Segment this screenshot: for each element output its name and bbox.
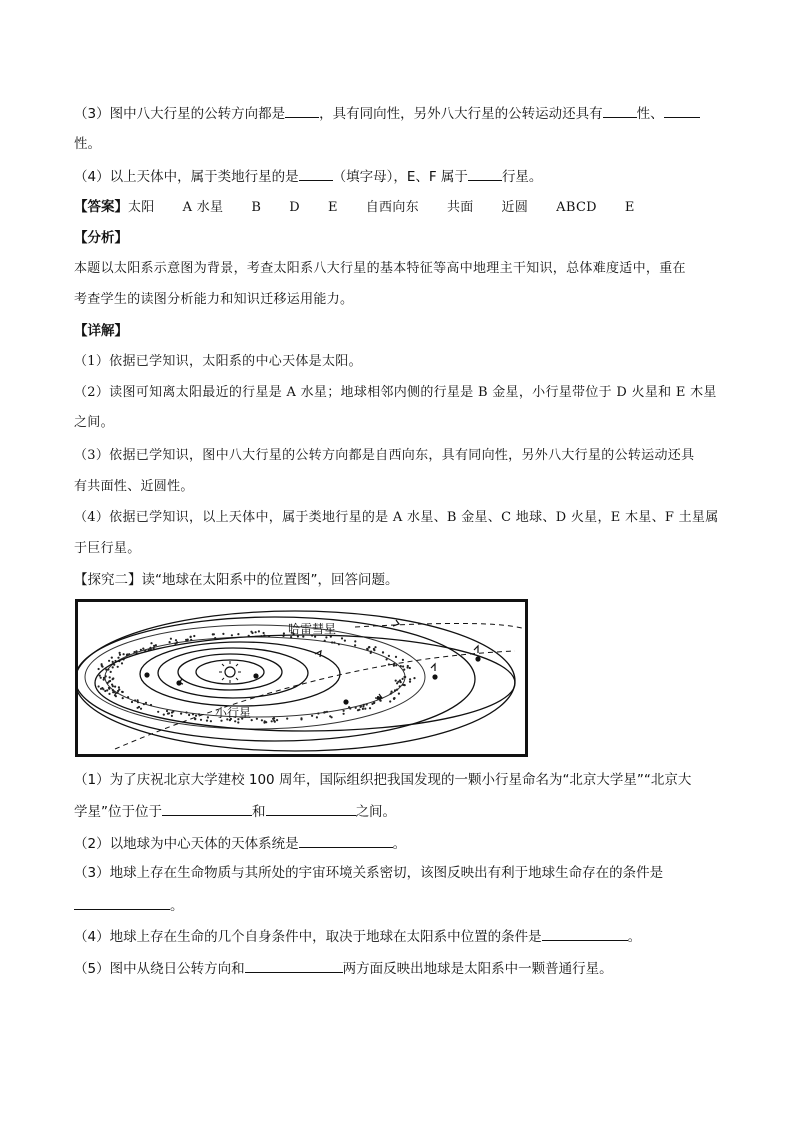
asteroid-dot bbox=[107, 668, 109, 670]
asteroid-dot bbox=[198, 713, 200, 715]
answer-item: E bbox=[624, 200, 635, 215]
asteroid-dot bbox=[264, 720, 266, 722]
asteroid-dot bbox=[403, 669, 405, 671]
asteroid-dot bbox=[112, 678, 114, 680]
asteroid-dot bbox=[413, 677, 415, 679]
asteroid-dot bbox=[133, 651, 135, 653]
asteroid-dot bbox=[108, 660, 110, 662]
asteroid-dot bbox=[190, 639, 192, 641]
asteroid-dot bbox=[140, 649, 142, 651]
asteroid-dot bbox=[343, 710, 345, 712]
asteroid-dot bbox=[393, 697, 395, 699]
asteroid-dot bbox=[326, 711, 328, 713]
asteroid-dot bbox=[98, 685, 100, 687]
asteroid-dot bbox=[390, 693, 392, 695]
q2-text-2: 。 bbox=[392, 836, 407, 852]
asteroid-dot bbox=[118, 686, 120, 688]
asteroid-dot bbox=[122, 697, 124, 699]
planet bbox=[475, 656, 480, 661]
asteroid-dot bbox=[149, 647, 151, 649]
asteroid-dot bbox=[99, 675, 101, 677]
question-1-line-2 bbox=[74, 801, 734, 822]
asteroid-dot bbox=[368, 646, 370, 648]
asteroid-dot bbox=[394, 689, 396, 691]
asteroid-dot bbox=[117, 657, 119, 659]
asteroid-dot bbox=[331, 641, 333, 643]
asteroid-dot bbox=[311, 715, 313, 717]
detail-p4a: （4）依据已学知识，以上天体中，属于类地行星的是 A 水星、B 金星、C 地球、D 火星，E 木星、F 土星属 bbox=[74, 510, 719, 525]
asteroid-dot bbox=[194, 718, 196, 720]
asteroid-dot bbox=[373, 648, 375, 650]
answer-item: ABCD bbox=[556, 200, 597, 215]
asteroid-dot bbox=[210, 720, 212, 722]
answer-label: 【答案】 bbox=[74, 199, 128, 215]
asteroid-dot bbox=[273, 720, 275, 722]
question-2-line bbox=[74, 833, 734, 854]
asteroid-dot bbox=[101, 687, 103, 689]
asteroid-dot bbox=[137, 701, 139, 703]
asteroid-dot bbox=[127, 696, 129, 698]
asteroid-dot bbox=[395, 680, 397, 682]
asteroid-dot bbox=[206, 720, 208, 722]
answer-blank[interactable] bbox=[266, 801, 356, 816]
asteroid-dot bbox=[195, 715, 197, 717]
asteroid-dot bbox=[386, 658, 388, 660]
answer-blank[interactable] bbox=[162, 801, 252, 816]
detail-p4b: 于巨行星。 bbox=[74, 541, 141, 556]
q4-text-2: （填字母），E、F 属于 bbox=[332, 169, 468, 185]
answer-line bbox=[74, 197, 734, 218]
detail-label: 【详解】 bbox=[74, 323, 128, 339]
detail-p1: （1）依据已学知识，太阳系的中心天体是太阳。 bbox=[74, 354, 362, 369]
asteroid-dot bbox=[271, 720, 273, 722]
detail-p3b: 有共面性、近圆性。 bbox=[74, 479, 194, 494]
asteroid-dot bbox=[155, 644, 157, 646]
question-4-line bbox=[74, 926, 734, 947]
asteroid-dot bbox=[106, 689, 108, 691]
analysis-line-1: 本题以太阳系示意图为背景，考查太阳系八大行星的基本特征等高中地理主干知识，总体难度适中，重在 bbox=[74, 261, 686, 276]
asteroid-dot bbox=[109, 676, 111, 678]
question-3-line-2 bbox=[74, 134, 734, 154]
q1-text-1: 学星”位于位于 bbox=[74, 804, 162, 820]
asteroid-dot bbox=[174, 643, 176, 645]
asteroid-dot bbox=[131, 701, 133, 703]
asteroid-dot bbox=[402, 665, 404, 667]
asteroid-dot bbox=[409, 681, 411, 683]
asteroid-dot bbox=[192, 713, 194, 715]
asteroid-dot bbox=[355, 707, 357, 709]
q4-text-1: （4）以上天体中，属于类地行星的是 bbox=[74, 169, 299, 185]
answer-item: 太阳 bbox=[128, 200, 155, 215]
solar-system-diagram bbox=[75, 599, 528, 757]
asteroid-dot bbox=[114, 686, 116, 688]
q3-text-4: 性。 bbox=[74, 136, 101, 152]
q4-text-3: 行星。 bbox=[501, 169, 543, 185]
asteroid-dot bbox=[121, 662, 123, 664]
asteroid-dot bbox=[126, 653, 128, 655]
detail-p2a: （2）读图可知离太阳最近的行星是 A 水星；地球相邻内侧的行星是 B 金星，小行星带位于 D 火星和 E 木星 bbox=[74, 385, 717, 400]
asteroid-dot bbox=[290, 636, 292, 638]
asteroid-dot bbox=[157, 711, 159, 713]
asteroid-dot bbox=[407, 666, 409, 668]
asteroid-dot bbox=[255, 631, 257, 633]
asteroid-dot bbox=[207, 716, 209, 718]
asteroid-dot bbox=[119, 652, 121, 654]
q2-text-1: （2）以地球为中心天体的天体系统是 bbox=[74, 836, 299, 852]
asteroid-dot bbox=[395, 664, 397, 666]
asteroid-dot bbox=[256, 718, 258, 720]
question-3-line: （3）地球上存在生命物质与其所处的宇宙环境关系密切，该图反映出有利于地球生命存在的条件是 bbox=[74, 865, 664, 881]
asteroid-dot bbox=[234, 720, 236, 722]
asteroid-dot bbox=[118, 689, 120, 691]
answer-blank[interactable] bbox=[74, 895, 170, 910]
asteroid-dot bbox=[398, 693, 400, 695]
asteroid-dot bbox=[344, 640, 346, 642]
asteroid-dot bbox=[135, 650, 137, 652]
asteroid-dot bbox=[358, 709, 360, 711]
asteroid-dot bbox=[300, 718, 302, 720]
asteroid-dot bbox=[163, 714, 165, 716]
explore-2-title: 【探究二】读“地球在太阳系中的位置图”，回答问题。 bbox=[74, 572, 399, 588]
asteroid-dot bbox=[389, 700, 391, 702]
asteroid-dot bbox=[142, 648, 144, 650]
asteroid-dot bbox=[180, 713, 182, 715]
asteroid-dot bbox=[391, 691, 393, 693]
asteroid-dot bbox=[341, 637, 343, 639]
answer-item: 共面 bbox=[446, 200, 474, 215]
answer-blank[interactable] bbox=[603, 103, 637, 118]
asteroid-dot bbox=[399, 685, 401, 687]
asteroid-dot bbox=[338, 643, 340, 645]
question-3-line bbox=[74, 103, 734, 124]
asteroid-dot bbox=[175, 639, 177, 641]
asteroid-dot bbox=[348, 706, 350, 708]
asteroid-dot bbox=[258, 630, 260, 632]
asteroid-dot bbox=[360, 705, 362, 707]
answer-blank[interactable] bbox=[468, 166, 502, 181]
asteroid-dot bbox=[366, 703, 368, 705]
asteroid-dot bbox=[112, 685, 114, 687]
asteroid-dot bbox=[111, 657, 113, 659]
answer-item: B bbox=[251, 200, 262, 215]
asteroid-dot bbox=[333, 642, 335, 644]
answer-blank[interactable] bbox=[285, 103, 319, 118]
asteroid-dot bbox=[373, 702, 375, 704]
asteroid-dot bbox=[150, 704, 152, 706]
answer-blank[interactable] bbox=[542, 926, 628, 941]
asteroid-dot bbox=[316, 716, 318, 718]
asteroid-dot bbox=[395, 656, 397, 658]
asteroid-dot bbox=[250, 631, 252, 633]
q1-text-2: 和 bbox=[252, 804, 266, 820]
asteroid-dot bbox=[128, 653, 130, 655]
asteroid-dot bbox=[409, 667, 411, 669]
asteroid-dot bbox=[388, 655, 390, 657]
asteroid-dot bbox=[112, 689, 114, 691]
asteroid-dot bbox=[396, 689, 398, 691]
asteroid-dot bbox=[354, 640, 356, 642]
planet bbox=[144, 672, 149, 677]
q5-text-1: （5）图中从绕日公转方向和 bbox=[74, 961, 245, 977]
asteroid-dot bbox=[193, 635, 195, 637]
asteroid-dot bbox=[167, 713, 169, 715]
asteroid-dot bbox=[212, 633, 214, 635]
asteroid-dot bbox=[273, 717, 275, 719]
question-1-line-1: （1）为了庆祝北京大学建校 100 周年，国际组织把我国发现的一颗小行星命名为“北京大学星”“北京大 bbox=[74, 772, 692, 788]
asteroid-dot bbox=[237, 633, 239, 635]
asteroid-dot bbox=[402, 659, 404, 661]
asteroid-dot bbox=[362, 708, 364, 710]
asteroid-dot bbox=[283, 632, 285, 634]
asteroid-dot bbox=[200, 719, 202, 721]
asteroid-dot bbox=[101, 663, 103, 665]
asteroid-dot bbox=[343, 713, 345, 715]
analysis-label: 【分析】 bbox=[74, 230, 128, 246]
asteroid-dot bbox=[190, 636, 192, 638]
asteroid-dot bbox=[324, 640, 326, 642]
asteroid-dot bbox=[138, 706, 140, 708]
asteroid-dot bbox=[237, 721, 239, 723]
asteroid-dot bbox=[403, 684, 405, 686]
asteroid-dot bbox=[172, 710, 174, 712]
asteroid-dot bbox=[105, 669, 107, 671]
asteroid-dot bbox=[276, 719, 278, 721]
asteroid-dot bbox=[263, 632, 265, 634]
q1-text-3: 之间。 bbox=[355, 804, 396, 820]
planet bbox=[253, 673, 258, 678]
q3-end: 。 bbox=[170, 898, 184, 914]
detail-p2b: 之间。 bbox=[74, 415, 114, 430]
asteroid-dot bbox=[110, 671, 112, 673]
asteroid-dot bbox=[370, 652, 372, 654]
asteroid-dot bbox=[374, 646, 376, 648]
asteroid-dot bbox=[143, 703, 145, 705]
q3-text-3: 性、 bbox=[636, 106, 664, 122]
asteroid-dot bbox=[364, 708, 366, 710]
asteroid-dot bbox=[150, 642, 152, 644]
answer-item: D bbox=[289, 200, 300, 215]
question-5-line bbox=[74, 958, 734, 979]
answer-blank[interactable] bbox=[664, 103, 700, 118]
asteroid-dot bbox=[367, 649, 369, 651]
asteroid-dot bbox=[98, 668, 100, 670]
comet-label: 哈雷彗星 bbox=[288, 622, 337, 636]
answer-blank[interactable] bbox=[299, 166, 333, 181]
asteroid-dot bbox=[121, 691, 123, 693]
answer-blank[interactable] bbox=[245, 958, 343, 973]
asteroid-dot bbox=[369, 707, 371, 709]
q3-text-2: ，具有同向性，另外八大行星的公转运动还具有 bbox=[319, 106, 603, 122]
asteroid-dot bbox=[187, 639, 189, 641]
analysis-line-2: 考查学生的读图分析能力和知识迁移运用能力。 bbox=[74, 292, 354, 307]
asteroid-dot bbox=[324, 711, 326, 713]
asteroid-dot bbox=[380, 700, 382, 702]
asteroid-dot bbox=[103, 677, 105, 679]
asteroid-dot bbox=[188, 714, 190, 716]
asteroid-dot bbox=[112, 691, 114, 693]
asteroid-dot bbox=[105, 675, 107, 677]
asteroid-dot bbox=[117, 666, 119, 668]
asteroid-dot bbox=[108, 687, 110, 689]
asteroid-dot bbox=[134, 699, 136, 701]
q4-text-2: 。 bbox=[627, 929, 642, 945]
q4-text-1: （4）地球上存在生命的几个自身条件中，取决于地球在太阳系中位置的条件是 bbox=[74, 929, 542, 945]
answer-item: A 水星 bbox=[182, 200, 224, 215]
asteroid-dot bbox=[140, 708, 142, 710]
asteroid-dot bbox=[119, 654, 121, 656]
asteroid-dot bbox=[104, 690, 106, 692]
asteroid-dot bbox=[108, 693, 110, 695]
asteroid-dot bbox=[112, 666, 114, 668]
asteroid-dot bbox=[115, 695, 117, 697]
asteroid-dot bbox=[145, 702, 147, 704]
asteroid-dot bbox=[388, 663, 390, 665]
asteroid-dot bbox=[169, 641, 171, 643]
answer-item: 近圆 bbox=[501, 200, 529, 215]
asteroid-dot bbox=[403, 676, 405, 678]
answer-blank[interactable] bbox=[299, 833, 393, 848]
detail-p3a: （3）依据已学知识，图中八大行星的公转方向都是自西向东，具有同向性，另外八大行星的公转运动还具 bbox=[74, 448, 695, 463]
planet bbox=[343, 699, 348, 704]
q5-text-2: 两方面反映出地球是太阳系中一颗普通行星。 bbox=[342, 961, 613, 977]
planet bbox=[432, 674, 437, 679]
asteroid-dot bbox=[362, 705, 364, 707]
asteroid-dot bbox=[382, 651, 384, 653]
q3-text-1: （3）图中八大行星的公转方向都是 bbox=[74, 106, 286, 122]
asteroid-dot bbox=[397, 681, 399, 683]
asteroid-dot bbox=[222, 633, 224, 635]
asteroid-dot bbox=[166, 710, 168, 712]
asteroid-dot bbox=[329, 715, 331, 717]
asteroid-dot bbox=[171, 715, 173, 717]
asteroid-dot bbox=[286, 718, 288, 720]
asteroid-dot bbox=[170, 638, 172, 640]
asteroid-dot bbox=[402, 678, 404, 680]
asteroid-dot bbox=[185, 711, 187, 713]
question-4-line bbox=[74, 166, 734, 187]
asteroid-dot bbox=[400, 665, 402, 667]
asteroid-dot bbox=[231, 634, 233, 636]
asteroid-dot bbox=[325, 636, 327, 638]
asteroid-label: 小行星 bbox=[215, 706, 252, 720]
asteroid-dot bbox=[100, 677, 102, 679]
asteroid-dot bbox=[409, 678, 411, 680]
asteroid-dot bbox=[108, 680, 110, 682]
asteroid-dot bbox=[354, 644, 356, 646]
asteroid-dot bbox=[116, 692, 118, 694]
asteroid-dot bbox=[317, 712, 319, 714]
asteroid-dot bbox=[261, 719, 263, 721]
asteroid-dot bbox=[123, 653, 125, 655]
question-3-line-2 bbox=[74, 895, 734, 916]
answer-item: E bbox=[327, 200, 338, 215]
answer-item: 自西向东 bbox=[365, 200, 419, 215]
